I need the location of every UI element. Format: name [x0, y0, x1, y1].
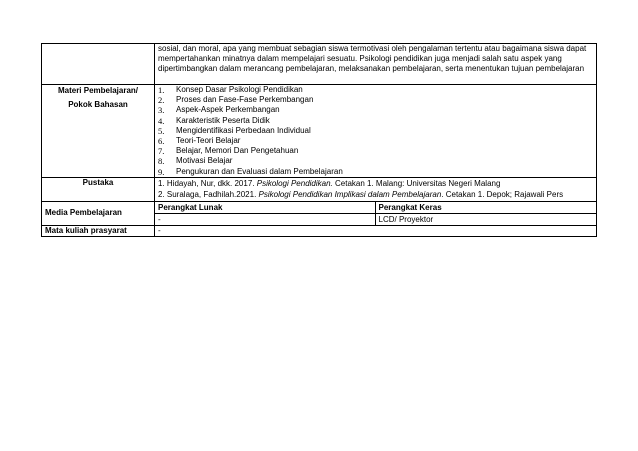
materi-item: 8. Motivasi Belajar — [158, 156, 233, 167]
materi-row — [42, 85, 597, 178]
pustaka-ref: 2. Suralaga, Fadhilah.2021. Psikologi Pendidikan Implikasi dalam Pembelajaran. Cetakan 1. Depok; Rajawali Pers — [158, 190, 564, 200]
materi-item: 5. Mengidentifikasi Perbedaan Individual — [158, 125, 311, 136]
rps-table — [41, 43, 597, 237]
prasyarat-value: - — [155, 225, 597, 236]
prasyarat-row — [42, 225, 597, 236]
intro-row — [42, 44, 597, 85]
materi-item: 2. Proses dan Fase-Fase Perkembangan — [158, 95, 314, 106]
materi-item: 1. Konsep Dasar Psikologi Pendidikan — [158, 85, 303, 95]
media-header-row — [155, 202, 596, 214]
soft-value: - — [155, 213, 375, 225]
pustaka-content — [155, 177, 597, 201]
materi-item: 3. Aspek-Aspek Perkembangan — [158, 105, 280, 116]
hard-value: LCD/ Proyektor — [378, 214, 434, 224]
media-row — [42, 201, 597, 225]
media-table — [155, 202, 596, 225]
materi-item: 6. Teori-Teori Belajar — [158, 135, 241, 146]
media-label: Media Pembelajaran — [42, 201, 155, 225]
pustaka-ref: 1. Hidayah, Nur, dkk. 2017. Psikologi Pendidikan. Cetakan 1. Malang: Universitas Negeri Malang — [158, 178, 501, 188]
materi-item: 9. Pengukuran dan Evaluasi dalam Pembelajaran — [158, 166, 343, 177]
soft-header: Perangkat Lunak — [155, 202, 375, 214]
materi-item: 7. Belajar, Memori Dan Pengetahuan — [158, 146, 299, 157]
media-value-row — [155, 213, 596, 225]
pustaka-label: Pustaka — [42, 177, 155, 201]
materi-item: 4. Karakteristik Peserta Didik — [158, 115, 270, 126]
materi-label-line2: Pokok Bahasan — [68, 100, 128, 110]
pustaka-row — [42, 177, 597, 201]
intro-label-cell — [42, 44, 155, 85]
media-content — [155, 201, 597, 225]
prasyarat-label: Mata kuliah prasyarat — [42, 225, 155, 236]
materi-list — [158, 85, 593, 177]
intro-text: sosial, dan moral, apa yang membuat sebagian siswa termotivasi oleh pengalaman tertentu atau bagaimana siswa dapat mempertahankan minatnya dalam mempelajari sesuatu. Psikologi pendidikan juga menjadi salah satu aspek yang dipertimbangkan dalam merancang pembelajaran, melaksanakan pembelajaran, serta menentukan tujuan pembelajaran — [155, 44, 597, 85]
materi-label — [42, 85, 155, 178]
hard-header: Perangkat Keras — [375, 202, 596, 214]
materi-label-line1: Materi Pembelajaran/ — [57, 86, 139, 95]
materi-content — [155, 85, 597, 178]
